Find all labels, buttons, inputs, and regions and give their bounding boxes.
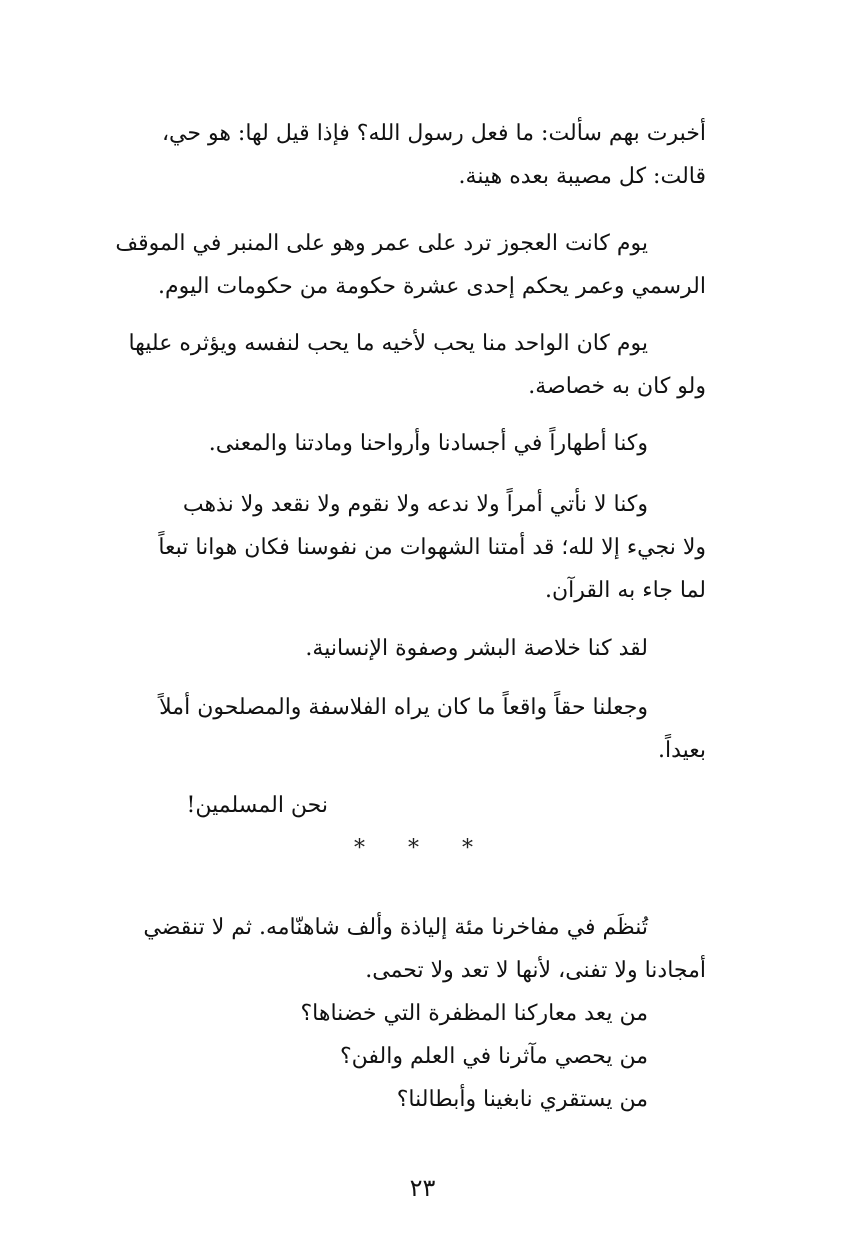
section-2-paragraph <box>114 906 706 992</box>
question-line: من يحصي مآثرنا في العلم والفن؟ <box>339 1044 648 1069</box>
paragraph-line: ولو كان به خصاصة. <box>528 374 706 399</box>
paragraph-line: أمجادنا ولا تفنى، لأنها لا تعد ولا تحمى. <box>365 958 706 983</box>
paragraph-line: قالت: كل مصيبة بعده هينة. <box>458 164 706 189</box>
paragraph-3 <box>114 322 706 408</box>
question-line: من يستقري نابغينا وأبطالنا؟ <box>396 1087 648 1112</box>
paragraph-line: لقد كنا خلاصة البشر وصفوة الإنسانية. <box>305 636 648 661</box>
paragraph-8 <box>114 784 706 827</box>
paragraph-line: بعيداً. <box>657 738 706 763</box>
paragraph-line: وجعلنا حقاً واقعاً ما كان يراه الفلاسفة والمصلحون أملاً <box>159 695 648 720</box>
question-list <box>114 992 706 1121</box>
paragraph-line: ولا نجيء إلا لله؛ قد أمتنا الشهوات من نفوسنا فكان هوانا تبعاً <box>158 535 706 560</box>
paragraph-line: نحن المسلمين! <box>186 793 328 818</box>
paragraph-line: أخبرت بهم سألت: ما فعل رسول الله؟ فإذا قيل لها: هو حي، <box>161 121 706 146</box>
paragraph-line: وكنا لا نأتي أمراً ولا ندعه ولا نقوم ولا نقعد ولا نذهب <box>182 492 648 517</box>
paragraph-line: يوم كان الواحد منا يحب لأخيه ما يحب لنفسه ويؤثره عليها <box>128 331 648 356</box>
paragraph-line: الرسمي وعمر يحكم إحدى عشرة حكومة من حكومات اليوم. <box>158 274 706 299</box>
paragraph-5 <box>114 483 706 612</box>
question-line: من يعد معاركنا المظفرة التي خضناها؟ <box>300 1001 648 1026</box>
section-separator: * * * <box>354 836 491 861</box>
paragraph-line: وكنا أطهاراً في أجسادنا وأرواحنا ومادتنا والمعنى. <box>208 431 648 456</box>
paragraph-line: تُنظَم في مفاخرنا مئة إلياذة وألف شاهنّامه. ثم لا تنقضي <box>143 915 648 940</box>
paragraph-4 <box>114 422 706 465</box>
paragraph-line: لما جاء به القرآن. <box>544 578 706 603</box>
paragraph-7 <box>114 686 706 772</box>
paragraph-6 <box>114 627 706 670</box>
page-number: ٢٣ <box>409 1174 436 1202</box>
paragraph-1 <box>114 112 706 198</box>
paragraph-2 <box>114 222 706 308</box>
paragraph-line: يوم كانت العجوز ترد على عمر وهو على المنبر في الموقف <box>115 231 648 256</box>
